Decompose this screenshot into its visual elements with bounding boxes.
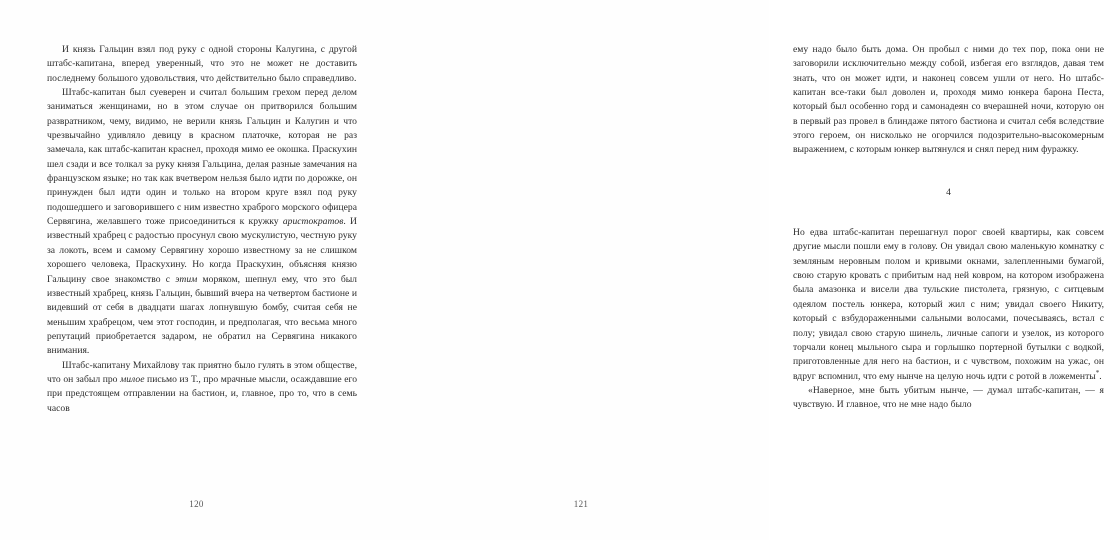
paragraph: ему надо было быть дома. Он пробыл с ними до тех пор, пока они не заговорили исключительно между собой, избегая его взглядов, давая тем знать, что он может идти, и наконец совсем ушли от него. Но штабс-капитан все-таки был доволен и, проходя мимо юнкера барона Песта, который был особенно горд и самонадеян со вчерашней ночи, которую он в первый раз провел в блиндаже пятого бастиона и считал себя вследствие этого героем, он нисколько не огорчился подозрительно-высокомерным выражением, с которым юнкер вытянулся и снял перед ним фуражку. xyxy=(793,44,1104,156)
footnote-marker: * xyxy=(1095,368,1100,377)
paragraph-text-segment: . xyxy=(1099,370,1102,382)
text-block-left xyxy=(47,43,357,416)
paragraph-text-segment: Но едва штабс-капитан перешагнул порог своей квартиры, как совсем другие мысли пошли ему в голову. Он увидал свою маленькую комнатку с земляным неровным полом и кривыми окнами, залепленными бумагой, свою старую кровать с прибитым над ней ковром, на котором изображена была амазонка и висели два тульские пистолета, грязную, с ситцевым одеялом постель юнкера, который жил с ним; увидал своего Никиту, который с взбудораженными сальными волосами, почесываясь, встал с полу; увидал свою старую шинель, личные сапоги и узелок, из которого торчали конец мыльного сыра и горлышко портерной бутылки с водкой, приготовленные для него на бастион, и с чувством, похожим на ужас, он вдруг вспомнил, что ему нынче на целую ночь идти с ротой в ложементы xyxy=(793,227,1104,382)
page-number-right: 121 xyxy=(573,499,589,509)
paragraph: «Наверное, мне быть убитым нынче, — думал штабс-капитан, — я чувствую. И главное, что не мне надо было xyxy=(793,384,1104,411)
paragraph-text-segment: письмо из Т., про мрачные мысли, осаждавшие его при предстоящем отправлении на бастион, и, главное, про то, что в семь часов xyxy=(47,373,358,414)
page-left xyxy=(0,0,384,540)
emphasis-miloe: милое xyxy=(120,373,145,385)
section-number: 4 xyxy=(946,186,951,198)
paragraph xyxy=(47,359,357,416)
paragraph: И князь Гальцин взял под руку с одной стороны Калугина, с другой штабс-капитана, вперед уверенный, что это не может не доставить последнему большого удовольствия, что действительно было справедливо. xyxy=(47,44,357,84)
paragraph-text-segment: Штабс-капитан был суеверен и считал большим грехом перед делом заниматься женщинами, но в этом случае он притворился большим развратником, чему, видимо, не верили князь Гальцин и Калугин и что чрезвычайно удивляло девицу в красном платочке, которая не раз замечала, как штабс-капитан краснел, проходя мимо ее окошка. Праскухин шел сзади и все толкал за руку князя Гальцина, делая разные замечания на французском языке; но так как вчетвером нельзя было идти по дорожке, он принужден был идти один и только на втором круге взял под руку подошедшего и заговорившего с ним известно храброго морского офицера Сервягина, желавшего тоже присоединиться к кружку xyxy=(47,87,358,228)
page-right xyxy=(385,0,1104,540)
paragraph-text-segment: моряком, шепнул ему, что это был известный храбрец, князь Гальцин, бывший вчера на четвертом бастионе и видевший от себя в двадцати шагах лопнувшую бомбу, считая себя не меньшим храбрецом, чем этот господин, и предполагая, что весьма много репутаций приобретается задаром, не обратил на Сервягина никакого внимания. xyxy=(47,273,357,357)
emphasis-aristokratov: аристократов xyxy=(282,216,344,228)
paragraph-text-segment: Штабс-капитану Михайлову так приятно было гулять в этом обществе, что он забыл про xyxy=(47,359,357,385)
text-block-right xyxy=(793,43,1104,413)
emphasis-etim: этим xyxy=(175,273,198,285)
page-number-left: 120 xyxy=(189,499,204,509)
paragraph-text-segment: . И известный храбрец с радостью просунул свою мускулистую, честную руку за локоть, всем и самому Сервягину хорошо известному за не слишком хорошего человека, Праскухину. Но когда Праскухин, объясняя князю Гальцину свое знакомство с xyxy=(47,216,357,285)
paragraph xyxy=(793,226,1104,384)
paragraph xyxy=(47,86,357,359)
